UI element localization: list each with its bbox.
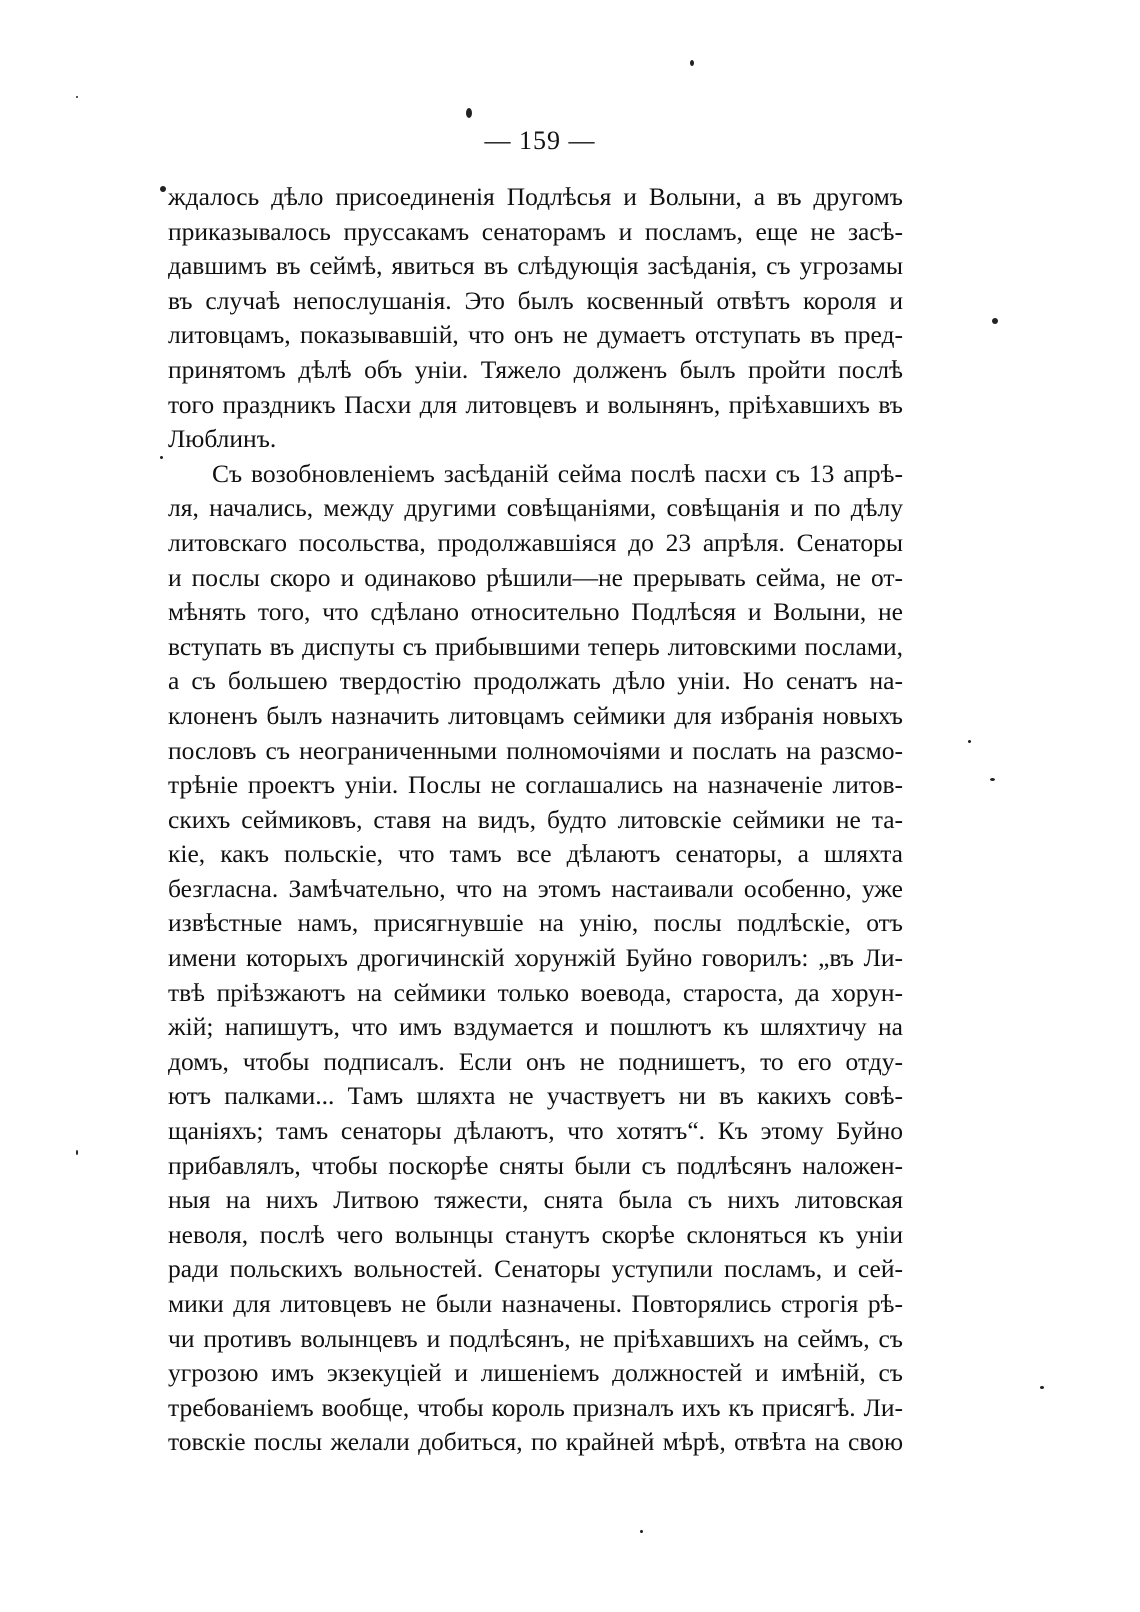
- text-line: клоненъ былъ назначить литовцамъ сеймики для избранія новыхъ: [168, 700, 903, 730]
- text-line: ради польскихъ вольностей. Сенаторы уступили посламъ, и сей-: [168, 1254, 903, 1284]
- text-line: а съ большею твердостію продолжать дѣло уніи. Но сенатъ на-: [168, 666, 903, 696]
- text-line: и послы скоро и одинаково рѣшили—не прерывать сейма, не от-: [168, 562, 903, 592]
- text-line: извѣстные намъ, присягнувшіе на унію, послы подлѣскіе, отъ: [168, 908, 903, 938]
- text-line: Съ возобновленіемъ засѣданій сейма послѣ пасхи съ 13 апрѣ-: [212, 458, 903, 488]
- text-line: ютъ палками... Тамъ шляхта не участвуетъ ни въ какихъ совѣ-: [168, 1081, 903, 1111]
- scan-speck: [640, 1530, 643, 1533]
- text-line: угрозою имъ экзекуціей и лишеніемъ должностей и имѣній, съ: [168, 1358, 903, 1388]
- text-line: товскіе послы желали добиться, по крайней мѣрѣ, отвѣта на свою: [168, 1427, 903, 1457]
- text-line: имени которыхъ дрогичинскій хорунжій Буйно говорилъ: „въ Ли-: [168, 943, 903, 973]
- text-line: принятомъ дѣлѣ объ уніи. Тяжело долженъ былъ пройти послѣ: [168, 354, 903, 384]
- scan-speck: [1040, 1386, 1044, 1389]
- text-line: скихъ сеймиковъ, ставя на видъ, будто литовскіе сеймики не та-: [168, 804, 903, 834]
- text-line: твѣ пріѣзжаютъ на сеймики только воевода, староста, да хорун-: [168, 977, 903, 1007]
- scan-speck: [76, 96, 78, 98]
- text-line: ныя на нихъ Литвою тяжести, снята была съ нихъ литовская: [168, 1185, 903, 1215]
- scan-speck: [968, 740, 971, 743]
- text-line: щаніяхъ; тамъ сенаторы дѣлаютъ, что хотятъ“. Къ этому Буйно: [168, 1116, 903, 1146]
- text-line: мѣнять того, что сдѣлано относительно Подлѣсяя и Волыни, не: [168, 597, 903, 627]
- text-line: ля, начались, между другими совѣщаніями, совѣщанія и по дѣлу: [168, 493, 903, 523]
- text-line: вступать въ диспуты съ прибывшими теперь литовскими послами,: [168, 631, 903, 661]
- text-line: трѣніе проектъ уніи. Послы не соглашались на назначеніе литов-: [168, 770, 903, 800]
- text-line: приказывалось пруссакамъ сенаторамъ и посламъ, еще не засѣ-: [168, 216, 903, 246]
- page-number: — 159 —: [484, 126, 596, 155]
- text-line: мики для литовцевъ не были назначены. Повторялись строгія рѣ-: [168, 1289, 903, 1318]
- body-text: [168, 180, 903, 1460]
- text-line: Люблинъ.: [168, 424, 277, 454]
- text-line: безгласна. Замѣчательно, что на этомъ настаивали особенно, уже: [168, 873, 903, 903]
- text-line: домъ, чтобы подписалъ. Если онъ не поднишетъ, то его отду-: [168, 1046, 903, 1076]
- text-line: того праздникъ Пасхи для литовцевъ и волынянъ, пріѣхавшихъ въ: [168, 389, 903, 419]
- text-line: литовцамъ, показывавшій, что онъ не думаетъ отступать въ пред-: [168, 320, 903, 350]
- text-line: въ случаѣ непослушанія. Это былъ косвенный отвѣтъ короля и: [168, 285, 903, 315]
- text-line: жій; напишутъ, что имъ вздумается и пошлютъ къ шляхтичу на: [168, 1012, 903, 1042]
- scan-speck: [466, 108, 472, 118]
- text-line: кіе, какъ польскіе, что тамъ все дѣлаютъ сенаторы, а шляхта: [168, 839, 903, 869]
- text-line: требованіемъ вообще, чтобы король призналъ ихъ къ присягѣ. Ли-: [168, 1392, 903, 1422]
- text-line: чи противъ волынцевъ и подлѣсянъ, не пріѣхавшихъ на сеймъ, съ: [168, 1323, 903, 1353]
- scan-speck: [76, 1150, 78, 1155]
- scan-speck: [992, 318, 998, 324]
- scan-speck: [160, 456, 163, 459]
- text-line: ждалось дѣло присоединенія Подлѣсья и Волыни, а въ другомъ: [168, 182, 903, 211]
- scan-speck: [160, 186, 166, 192]
- scan-speck: [990, 778, 995, 781]
- scan-speck: [690, 60, 694, 66]
- text-line: пословъ съ неограниченными полномочіями и послать на разсмо-: [168, 735, 903, 765]
- text-line: литовскаго посольства, продолжавшіяся до 23 апрѣля. Сенаторы: [168, 527, 903, 557]
- text-line: неволя, послѣ чего волынцы станутъ скорѣе склоняться къ уніи: [168, 1219, 903, 1249]
- text-line: прибавлялъ, чтобы поскорѣе сняты были съ подлѣсянъ наложен-: [168, 1150, 903, 1180]
- text-line: давшимъ въ сеймѣ, явиться въ слѣдующія засѣданія, съ угрозамы: [168, 251, 903, 281]
